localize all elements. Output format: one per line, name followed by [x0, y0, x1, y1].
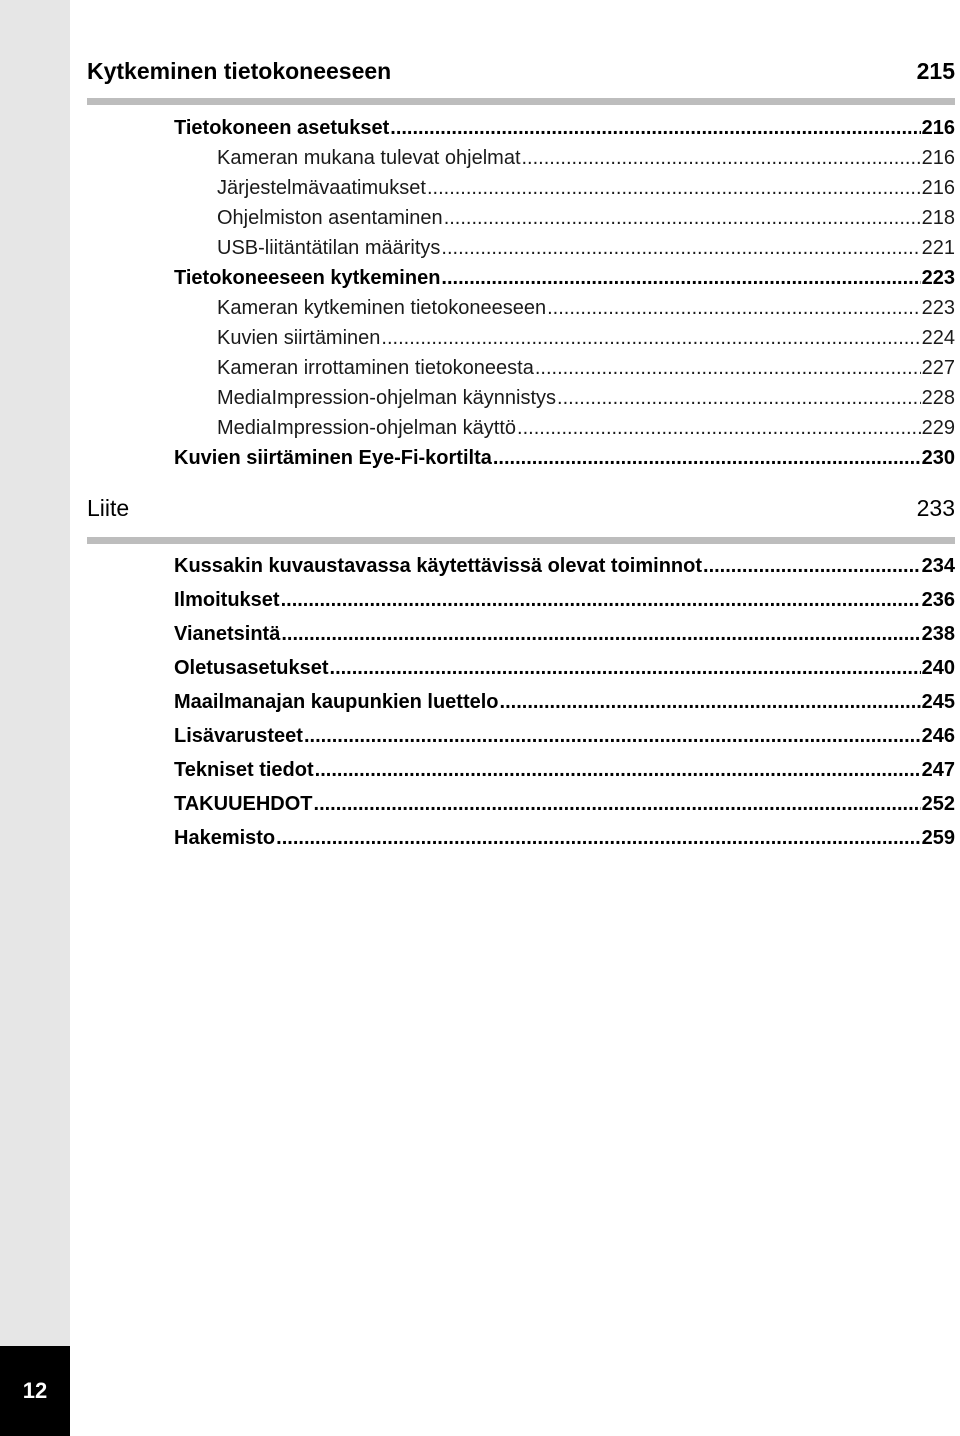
toc-entry[interactable] — [217, 175, 955, 201]
toc-entry-title: Kameran irrottaminen tietokoneesta — [217, 357, 534, 379]
toc-entry-page: 247 — [921, 759, 955, 781]
toc-entry-title: Tietokoneen asetukset — [174, 117, 390, 139]
toc-dot-leader — [330, 655, 921, 681]
toc-dot-leader — [304, 723, 921, 749]
toc-dot-leader — [276, 825, 920, 851]
toc-entry-title: Maailmanajan kaupunkien luettelo — [174, 691, 499, 713]
toc-entry-page: 234 — [921, 555, 955, 577]
toc-entry[interactable] — [174, 791, 955, 817]
section-heading-kytkeminen[interactable] — [87, 57, 955, 85]
toc-entry[interactable] — [174, 655, 955, 681]
toc-entry[interactable] — [174, 689, 955, 715]
toc-entry-title: Kussakin kuvaustavassa käytettävissä olevat toiminnot — [174, 555, 703, 577]
toc-entry[interactable] — [174, 265, 955, 291]
toc-entry-page: 216 — [921, 117, 955, 139]
toc-entry-page: 245 — [921, 691, 955, 713]
toc-entry[interactable] — [174, 587, 955, 613]
toc-entry-title: MediaImpression-ohjelman käynnistys — [217, 387, 557, 409]
toc-dot-leader — [441, 265, 920, 291]
section-title: Kytkeminen tietokoneeseen — [87, 58, 392, 84]
toc-entry[interactable] — [174, 115, 955, 141]
toc-dot-leader — [381, 325, 920, 351]
toc-entry-title: Ilmoitukset — [174, 589, 280, 611]
toc-entry[interactable] — [217, 325, 955, 351]
toc-entry[interactable] — [174, 445, 955, 471]
section-divider — [87, 537, 955, 544]
section-divider — [87, 98, 955, 105]
toc-entry[interactable] — [217, 235, 955, 261]
toc-entry[interactable] — [174, 757, 955, 783]
toc-entry-page: 230 — [921, 447, 955, 469]
toc-entry-title: Kuvien siirtäminen — [217, 327, 381, 349]
toc-entry-page: 238 — [921, 623, 955, 645]
toc-entry-title: Tietokoneeseen kytkeminen — [174, 267, 441, 289]
toc-entry-page: 252 — [921, 793, 955, 815]
toc-entry[interactable] — [174, 553, 955, 579]
toc-entry-page: 218 — [921, 207, 955, 229]
toc-dot-leader — [703, 553, 921, 579]
toc-entry-page: 227 — [921, 357, 955, 379]
toc-entry[interactable] — [174, 825, 955, 851]
toc-entry-title: Lisävarusteet — [174, 725, 303, 747]
section-page: 233 — [916, 495, 955, 521]
page-number-tab — [0, 1346, 70, 1436]
toc-entry-page: 224 — [921, 327, 955, 349]
toc-dot-leader — [444, 205, 921, 231]
toc-entry-title: Oletusasetukset — [174, 657, 329, 679]
toc-entry-page: 216 — [921, 177, 955, 199]
toc-dot-leader — [314, 791, 921, 817]
toc-entry-page: 259 — [921, 827, 955, 849]
toc-dot-leader — [390, 115, 920, 141]
toc-entry[interactable] — [174, 621, 955, 647]
toc-entry[interactable] — [174, 723, 955, 749]
toc-entry-title: Tekniset tiedot — [174, 759, 314, 781]
toc-entry-page: 221 — [921, 237, 955, 259]
section-heading-liite[interactable] — [87, 494, 955, 522]
toc-entry-title: Kuvien siirtäminen Eye-Fi-kortilta — [174, 447, 492, 469]
toc-entry-title: Hakemisto — [174, 827, 276, 849]
toc-dot-leader — [281, 621, 920, 647]
toc-entry[interactable] — [217, 145, 955, 171]
toc-entry-title: Kameran mukana tulevat ohjelmat — [217, 147, 521, 169]
toc-entry[interactable] — [217, 415, 955, 441]
toc-dot-leader — [547, 295, 921, 321]
toc-entry[interactable] — [217, 385, 955, 411]
toc-entry-page: 246 — [921, 725, 955, 747]
toc-entry-page: 240 — [921, 657, 955, 679]
toc-entry-page: 223 — [921, 297, 955, 319]
toc-entry-page: 216 — [921, 147, 955, 169]
page-number: 12 — [22, 1378, 48, 1403]
toc-entry[interactable] — [217, 205, 955, 231]
toc-entry-title: Vianetsintä — [174, 623, 281, 645]
toc-dot-leader — [493, 445, 921, 471]
toc-dot-leader — [522, 145, 921, 171]
section-title: Liite — [87, 495, 130, 521]
side-strip — [0, 0, 70, 1436]
toc-dot-leader — [281, 587, 921, 613]
toc-entry-title: MediaImpression-ohjelman käyttö — [217, 417, 517, 439]
toc-entry-page: 228 — [921, 387, 955, 409]
toc-dot-leader — [427, 175, 921, 201]
toc-dot-leader — [517, 415, 921, 441]
toc-entry-title: TAKUUEHDOT — [174, 793, 313, 815]
toc-dot-leader — [441, 235, 920, 261]
toc-entry-title: Ohjelmiston asentaminen — [217, 207, 443, 229]
toc-entry-title: Kameran kytkeminen tietokoneeseen — [217, 297, 547, 319]
toc-entry-title: Järjestelmävaatimukset — [217, 177, 426, 199]
toc-entry[interactable] — [217, 355, 955, 381]
toc-dot-leader — [315, 757, 921, 783]
toc-entry-title: USB-liitäntätilan määritys — [217, 237, 441, 259]
toc-dot-leader — [557, 385, 921, 411]
toc-entry-page: 236 — [921, 589, 955, 611]
toc-dot-leader — [535, 355, 921, 381]
section-page: 215 — [916, 58, 955, 84]
toc-entry-page: 223 — [921, 267, 955, 289]
toc-dot-leader — [500, 689, 921, 715]
toc-entry[interactable] — [217, 295, 955, 321]
toc-entry-page: 229 — [921, 417, 955, 439]
